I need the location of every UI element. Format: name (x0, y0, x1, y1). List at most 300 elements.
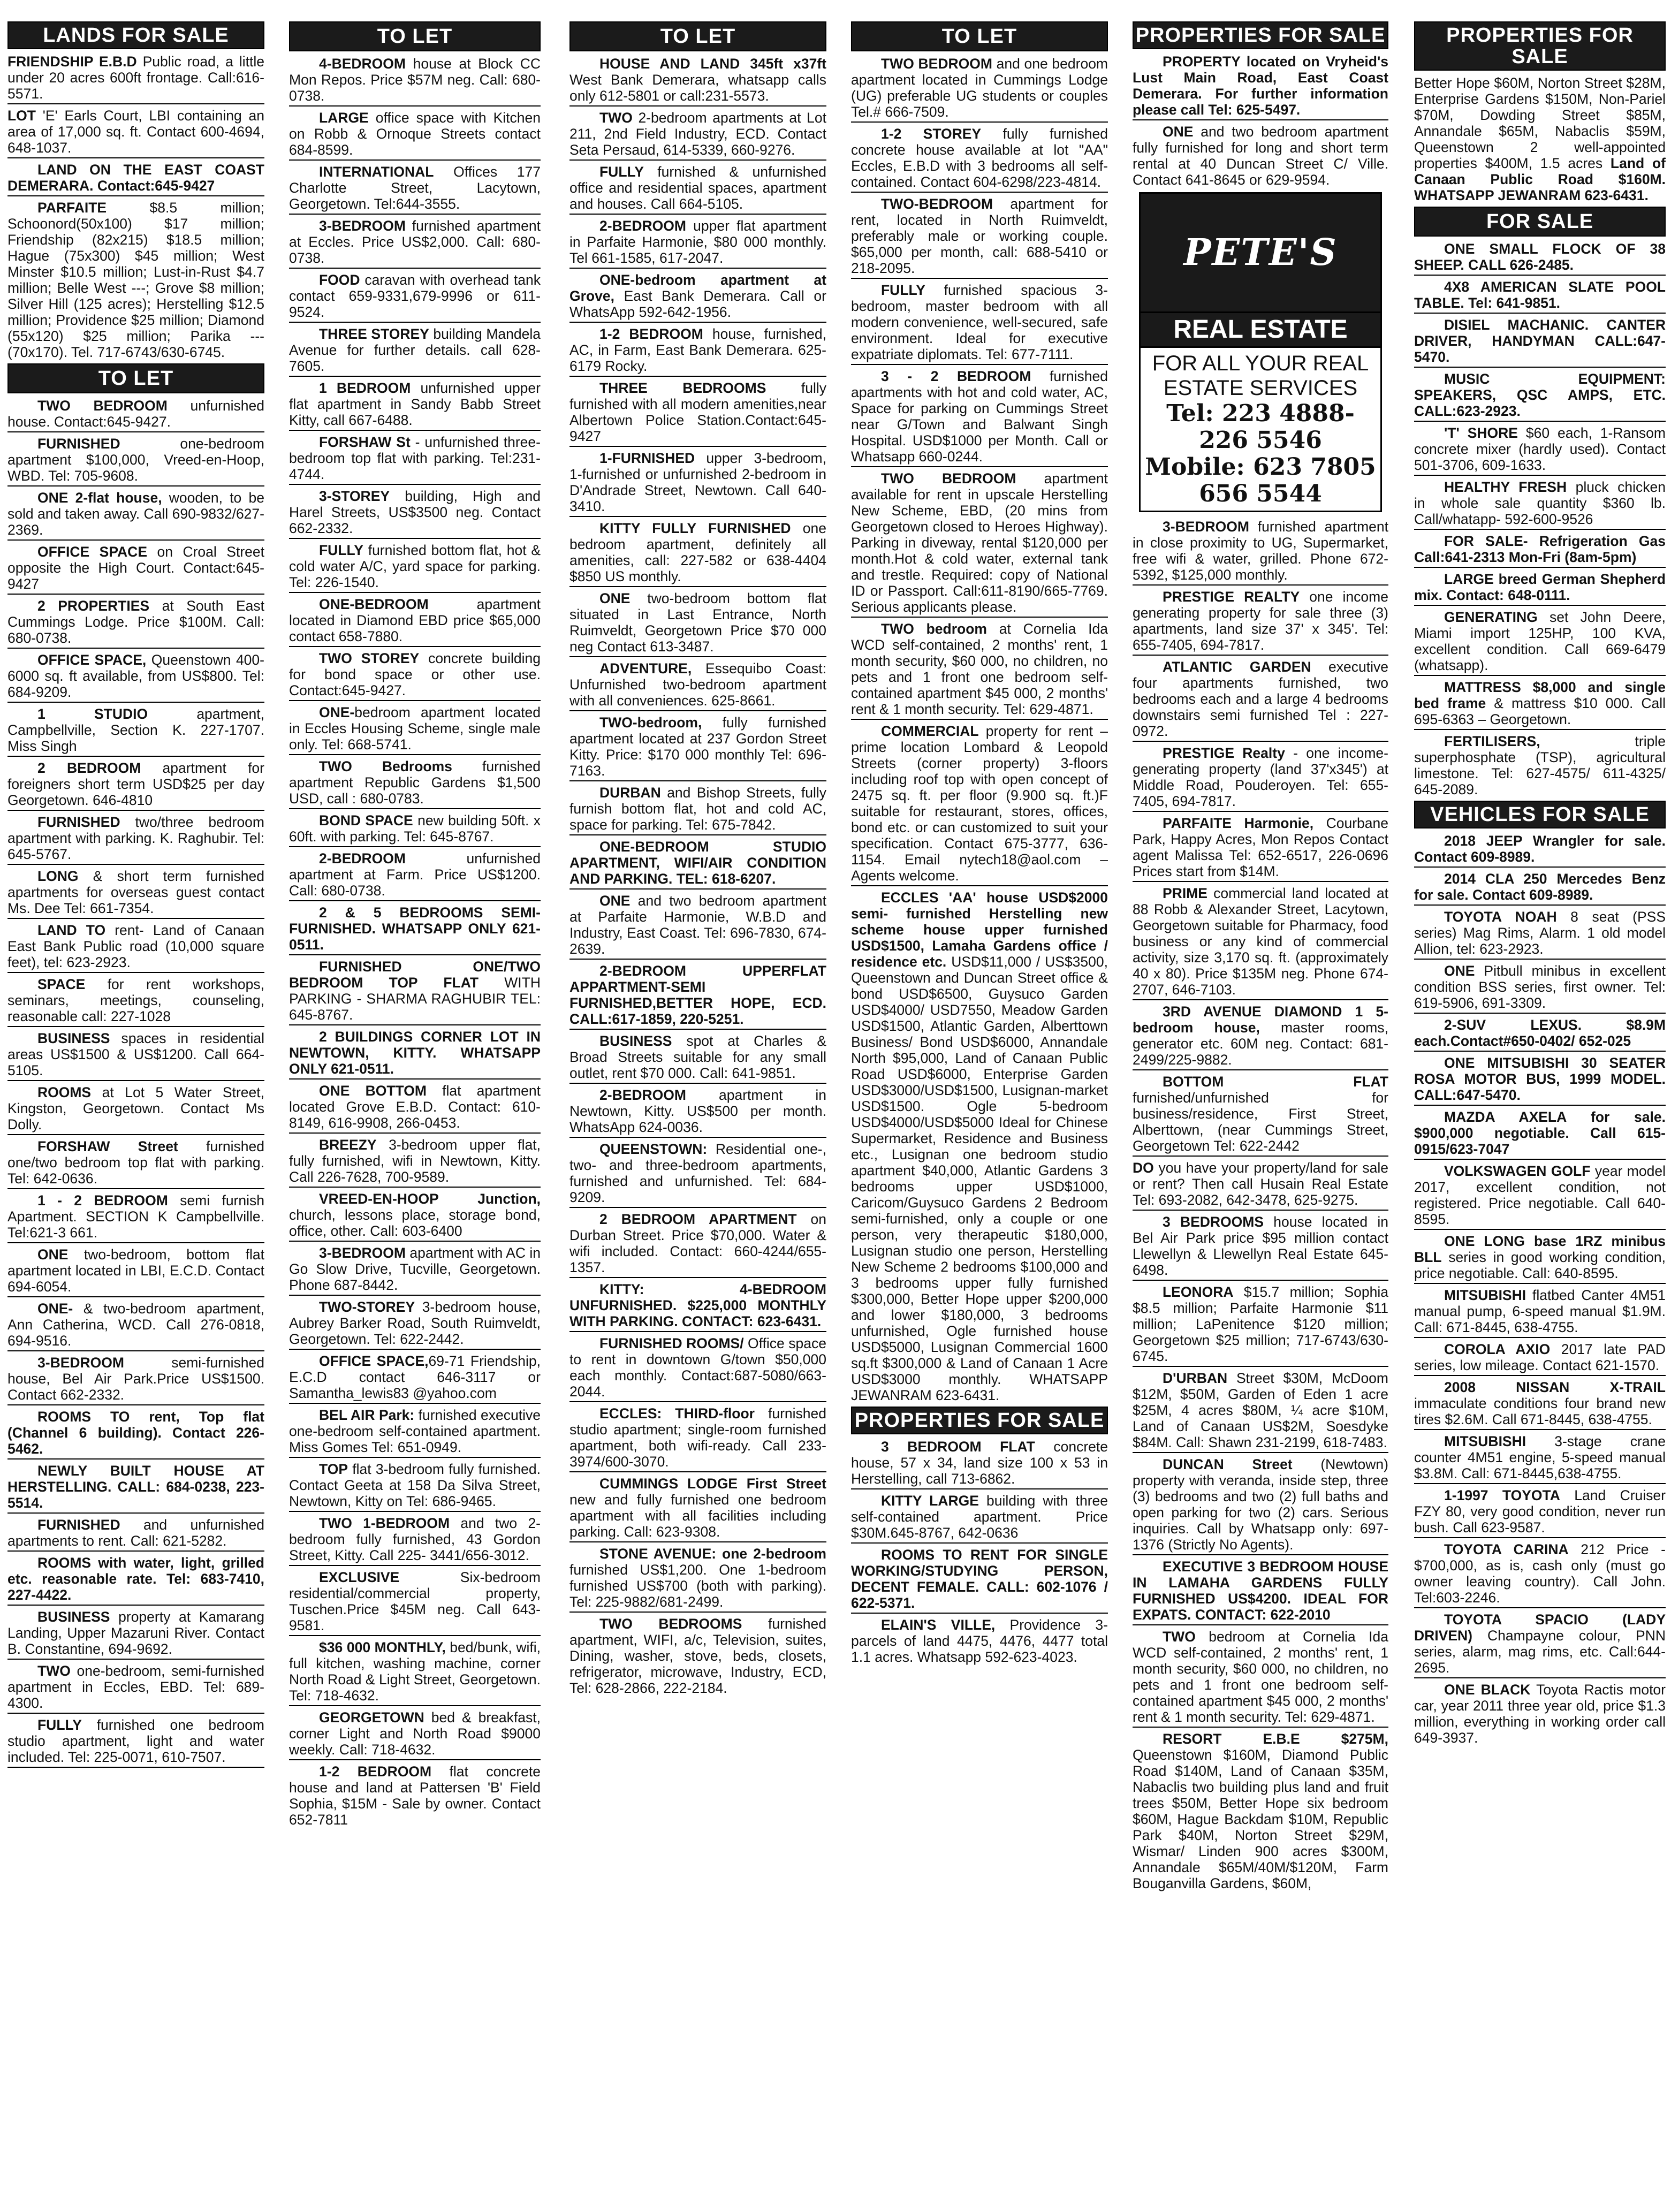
classified-ad (1414, 1433, 1666, 1484)
ad-lead: KITTY LARGE (881, 1493, 979, 1509)
classified-ad (1133, 1731, 1388, 1891)
ad-text: Providence 3-parcels of land 4475, 4476, 4477 total 1.1 acres. Whatsapp 592-623-4023. (851, 1617, 1108, 1665)
ad-lead: 1-2 BEDROOM (599, 326, 703, 342)
ad-lead: 1-2 STOREY (881, 126, 982, 142)
ad-lead: ONE-bedroom apartment at Grove, (569, 272, 826, 304)
ad-text: bed & breakfast, corner Light and North Road $9000 weekly. Call: 718-4632. (289, 1709, 541, 1758)
ad-lead: KITTY FULLY FURNISHED (599, 520, 791, 536)
classified-ad (1414, 1163, 1666, 1230)
ad-lead: GENERATING (1444, 609, 1538, 625)
section-heading: LANDS FOR SALE (7, 21, 264, 49)
classified-ad (569, 450, 826, 517)
ad-lead: CUMMINGS LODGE First Street (599, 1476, 826, 1492)
classified-ad (851, 126, 1108, 193)
ad-text: caravan with overhead tank contact 659-9331,679-9996 or 611-9524. (289, 272, 541, 320)
classified-ad (1133, 659, 1388, 742)
classified-ad (1414, 317, 1666, 368)
classified-ad (851, 621, 1108, 720)
ad-lead: FULLY (37, 1717, 82, 1733)
ad-lead: TWO (1163, 1629, 1196, 1645)
ad-text: two/three bedroom apartment with parking. K. Raghubir. Tel: 645-5767. (7, 814, 264, 862)
ad-text: series in good working condition, price negotiable. Call: 640-8595. (1414, 1249, 1666, 1281)
logo-name: PETE'S (1183, 231, 1338, 274)
petes-logo (1139, 192, 1382, 313)
ad-lead: FRIENDSHIP E.B.D (7, 54, 137, 70)
classified-ad (1414, 1017, 1666, 1052)
classified-ad (7, 1517, 264, 1552)
classified-ad (1414, 1287, 1666, 1338)
ad-lead: OFFICE SPACE, (319, 1353, 429, 1369)
ad-text: concrete house, 57 x 34, land size 100 x 53 in Herstelling, call 713-6862. (851, 1439, 1108, 1487)
classified-ad (1414, 1541, 1666, 1608)
classified-ad (7, 1663, 264, 1714)
classified-ad (289, 758, 541, 809)
ad-text: flat apartment located Grove E.B.D. Contact: 610-8149, 616-9908, 266-0453. (289, 1083, 541, 1131)
ad-text: building Mandela Avenue for further details. call 628-7605. (289, 326, 541, 374)
ad-text: master rooms, generator etc. 60M neg. Contact: 681-2499/225-9882. (1133, 1020, 1388, 1068)
ad-lead: ONE BLACK (1444, 1682, 1531, 1698)
ad-lead: TOYOTA NOAH (1444, 909, 1557, 925)
ad-text: house located in Bel Air Park price $95 million contact Llewellyn & Llewellyn Real Estate 645-6498. (1133, 1214, 1388, 1278)
ad-lead: 2 BEDROOM (37, 760, 141, 776)
classified-ad (1133, 1559, 1388, 1625)
classified-ad (569, 963, 826, 1030)
ad-lead: 1 - 2 BEDROOM (37, 1192, 168, 1208)
section-heading: FOR SALE (1414, 207, 1666, 237)
classified-ad (569, 660, 826, 711)
ad-text: - one income-generating property (land 37'x345') at Middle Road, Pouderoyen. Tel: 655-7405, 694-7817. (1133, 745, 1388, 809)
classified-ad (569, 839, 826, 890)
classified-ad (1414, 609, 1666, 676)
ad-text: apartment available for rent in upscale Herstelling New Scheme, EBD, (20 mins from Georgetown closed to Heroes Highway). Parking in diveway, rental $120,000 per month.Hot & cold water, external tank and trestle. Required: copy of National ID or Passport. Call:611-8190/665-7769. Serious applicants please. (851, 470, 1108, 615)
classified-ad (289, 812, 541, 847)
ad-text: bedroom at Cornelia Ida WCD self-contained, 2 months' rent, 1 month security, $60 000, no children, no pets and 1 front one bedroom self-contained apartment $45 000, 2 months' rent & 1 month security. Tel: 629-4871. (1133, 1629, 1388, 1725)
ad-text: on Croal Street opposite the High Court. Contact:645-9427 (7, 544, 264, 592)
ad-lead: ONE (599, 590, 631, 606)
classified-ad (569, 1281, 826, 1332)
ad-text: Six-bedroom residential/commercial property, Tuschen.Price $45M neg. Call 643-9581. (289, 1569, 541, 1633)
ad-text: 212 Price - $700,000, as is, cash only (must go owner leaving country). Call John. Tel:603-2246. (1414, 1541, 1666, 1606)
classified-ad (289, 218, 541, 269)
ad-lead: PRIME (1163, 885, 1207, 901)
ad-lead: LAND TO (37, 922, 106, 938)
ad-lead: ROOMS TO rent, Top flat (Channel 6 building). Contact 226-5462. (7, 1409, 264, 1457)
classified-ad (289, 1569, 541, 1636)
ad-lead: ATLANTIC GARDEN (1163, 659, 1311, 675)
classified-ad (289, 1763, 541, 1828)
column-2 (289, 21, 541, 2200)
ad-lead: PROPERTY located on Vryheid's Lust Main Road, East Coast Demerara. For further information please call Tel: 625-5497. (1133, 54, 1388, 118)
ad-lead: LOT (7, 108, 36, 124)
ad-text: apartment located in Diamond EBD price $65,000 contact 658-7880. (289, 596, 541, 644)
classified-ad (7, 1609, 264, 1660)
classified-ad (569, 380, 826, 447)
ad-lead: TWO (599, 110, 633, 126)
ad-lead: 2 BEDROOM APARTMENT (599, 1211, 797, 1227)
ad-lead: DISIEL MACHANIC. CANTER DRIVER, HANDYMAN CALL:647-5470. (1414, 317, 1666, 365)
ad-lead: TOYOTA CARINA (1444, 1541, 1569, 1557)
ad-text: house at Block CC Mon Repos. Price $57M neg. Call: 680-0738. (289, 56, 541, 104)
classified-ad (7, 814, 264, 865)
ad-lead: 2014 CLA 250 Mercedes Benz for sale. Contact 609-8989. (1414, 871, 1666, 903)
ad-lead: BUSINESS (599, 1033, 672, 1049)
classified-ad (1133, 589, 1388, 656)
ad-text: property at Kamarang Landing, Upper Mazaruni River. Contact B. Constantine, 694-9692. (7, 1609, 264, 1657)
classified-ad (1414, 279, 1666, 314)
ad-lead: 2 & 5 BEDROOMS SEMI-FURNISHED. WHATSAPP ONLY 621-0511. (289, 904, 541, 953)
ad-text: Better Hope $60M, Norton Street $28M, Enterprise Gardens $150M, Non-Pariel $70M, Dowding Street $85M, Annandale $65M, Nabaclis $59M, Queenstown 2 well-appointed properties $400M, 1.5 acres (1414, 75, 1666, 171)
section-heading: PROPERTIES FOR SALE (1133, 21, 1388, 49)
classified-ad (1414, 1612, 1666, 1678)
classified-ad (289, 272, 541, 323)
classified-ad (1414, 1379, 1666, 1430)
ad-text: Public road, a little under 20 acres 600ft frontage. Call:616-5571. (7, 54, 264, 102)
ad-text: furnished & unfurnished office and residential spaces, apartment and houses. Call 664-5105. (569, 164, 826, 212)
ad-lead: 3 - 2 BEDROOM (881, 368, 1031, 384)
ad-lead: MUSIC EQUIPMENT: SPEAKERS, QSC AMPS, ETC. CALL:623-2923. (1414, 371, 1666, 419)
ad-lead: LARGE breed German Shepherd mix. Contact: 648-0111. (1414, 571, 1666, 603)
classified-ad (851, 196, 1108, 279)
ad-text: year model 2017, excellent condition, not registered. Price negotiable. Call 640-8595. (1414, 1163, 1666, 1227)
ad-lead: 'T' SHORE (1444, 425, 1518, 441)
ad-text: rent- Land of Canaan East Bank Public road (10,000 square feet), tel: 623-2923. (7, 922, 264, 970)
ad-lead: ROOMS with water, light, grilled etc. reasonable rate. Tel: 683-7410, 227-4422. (7, 1555, 264, 1603)
classified-ad (1414, 1341, 1666, 1376)
classified-ad (569, 785, 826, 835)
classified-ad (569, 56, 826, 107)
column-4 (851, 21, 1108, 2200)
ad-lead: 3RD AVENUE DIAMOND 1 5-bedroom house, (1133, 1004, 1388, 1036)
ad-text: commercial land located at 88 Robb & Alexander Street, Lacytown, Georgetown suitable for Pharmacy, food business or any kind of commercial activity, size 3,170 sq. ft. (approximately 40 x 80). Price $135M neg. Phone 674-2707, 646-7103. (1133, 885, 1388, 998)
ad-lead: TWO-STOREY (319, 1299, 415, 1315)
classified-ad (1133, 1629, 1388, 1728)
ad-lead: THREE BEDROOMS (599, 380, 766, 396)
ad-lead: 1 STUDIO (37, 706, 148, 722)
ad-lead: FORSHAW Street (37, 1138, 178, 1154)
ad-lead: LEONORA (1163, 1284, 1234, 1300)
classified-ad (1133, 1160, 1388, 1211)
ad-text: at South East Cummings Lodge. Price $100M. Call: 680-0738. (7, 598, 264, 646)
classified-ad (289, 850, 541, 901)
classified-ad (1133, 1456, 1388, 1555)
ad-lead: 1-1997 TOYOTA (1444, 1487, 1560, 1503)
ad-lead: ONE- (319, 704, 355, 720)
ad-text: you have your property/land for sale or rent? Then call Husain Real Estate Tel: 693-2082, 642-3478, 625-9275. (1133, 1160, 1388, 1208)
classified-ad (289, 1083, 541, 1134)
ad-text: immaculate conditions four brand new tires $2.6M. Call 671-8445, 638-4755. (1414, 1395, 1666, 1427)
classified-ad (569, 272, 826, 323)
ad-text: and Bishop Streets, fully furnish bottom flat, hot and cold AC, space for parking. Tel: 675-7842. (569, 785, 826, 833)
ad-lead: ONE (599, 893, 631, 909)
ad-text: furnished US$1,200. One 1-bedroom furnished US$700 (both with parking). Tel: 225-9882/681-2499. (569, 1562, 826, 1610)
classified-ad (7, 1463, 264, 1514)
classified-ad (851, 1617, 1108, 1665)
classified-ad (1414, 871, 1666, 906)
ad-lead: BUSINESS (37, 1030, 110, 1046)
ad-text: furnished one bedroom studio apartment, light and water included. Tel: 225-0071, 610-7507. (7, 1717, 264, 1765)
ad-text: $60 each, 1-Ransom concrete mixer (hardly used). Contact 501-3706, 609-1633. (1414, 425, 1666, 473)
classified-ad (1133, 1074, 1388, 1157)
ad-text: 3-bedroom upper flat, fully furnished, wifi in Newtown, Kitty. Call 226-7628, 700-9589. (289, 1137, 541, 1185)
ad-lead: THREE STOREY (319, 326, 429, 342)
ad-text: building, High and Harel Streets, US$3500 neg. Contact 662-2332. (289, 488, 541, 536)
classified-ad (7, 436, 264, 487)
ad-lead: ONE 2-flat house, (37, 490, 162, 506)
ad-text: 8 seat (PSS series) Mag Rims, Alarm. 1 old model Allion, tel: 623-2923. (1414, 909, 1666, 957)
classified-ad (1414, 241, 1666, 276)
section-heading: PROPERTIES FOR SALE (1414, 21, 1666, 71)
ad-lead: PARFAITE (37, 200, 107, 216)
ad-text: USD$11,000 / US$3500, Queenstown and Duncan Street office & bond USD$6500, Guysuco Garden USD$4000/ USD7550, Meadow Garden USD$1500, Atlantic Garden, Alberttown Business/ Bond USD$6000, Annandale North $95,000, Land of Canaan Public Road USD$6000, Enterprise Garden USD$3000/USD$1500, Lusignan-market USD$1500. Ogle 5-bedroom USD$4000/USD$5000 Ideal for Chinese Supermarket, Residence and Business etc., Lusignan one bedroom studio apartment $40,000, Atlantic Gardens 3 bedrooms upper USD$1000, Caricom/Guysuco Gardens 2 Bedroom semi-furnished, only a couple or one person, very therapeutic $180,000, Lusignan studio one person, Herstelling New Scheme 2 bedrooms $100,000 and 3 bedrooms upper fully furnished $300,000, Better Hope upper $200,000 and lower $180,000, 3 bedrooms unfurnished, Ogle furnished house USD$5000, Lusignan Commercial 1600 sq.ft $300,000 & Land of Canaan 1 Acre USD$3000 monthly. WHATSAPP JEWANRAM 623-6431. (851, 954, 1108, 1403)
ad-lead: VOLKSWAGEN GOLF (1444, 1163, 1591, 1179)
column-3 (569, 21, 826, 2200)
ad-lead: FORSHAW St (319, 434, 411, 450)
classified-ad (7, 868, 264, 919)
ad-lead: D'URBAN (1163, 1370, 1228, 1386)
classified-ad (569, 1546, 826, 1613)
ad-text: 2017 late PAD series, low mileage. Contact 621-1570. (1414, 1341, 1666, 1373)
ad-lead: SPACE (37, 976, 86, 992)
ad-text: semi-furnished house, Bel Air Park.Price US$1500. Contact 662-2332. (7, 1355, 264, 1403)
ad-text: Queenstown 400-6000 sq. ft available, from US$800. Tel: 684-9209. (7, 652, 264, 700)
ad-text: house, furnished, AC, in Farm, East Bank Demerara. 625-6179 Rocky. (569, 326, 826, 374)
ad-lead: BOTTOM FLAT (1163, 1074, 1388, 1090)
ad-text: Residential one-, two- and three-bedroom apartments, furnished and unfurnished. Tel: 684-9209. (569, 1141, 826, 1205)
classified-ad (569, 1033, 826, 1084)
ad-lead: Land of Canaan Public Road $160M. WHATSAPP JEWANRAM 623-6431. (1414, 155, 1666, 203)
ad-lead: MATTRESS $8,000 and single bed frame (1414, 679, 1666, 711)
ad-text: one income generating property for sale three (3) apartments, land size 37' x 345'. Tel: 655-7405, 694-7817. (1133, 589, 1388, 653)
ad-text: Toyota Ractis motor car, year 2011 three year old, price $1.3 million, everything in working order call 649-3937. (1414, 1682, 1666, 1746)
ad-text: two-bedroom, bottom flat apartment located in LBI, E.C.D. Contact 694-6054. (7, 1246, 264, 1295)
classified-ad (7, 1717, 264, 1768)
ad-text: bedroom apartment located in Eccles Housing Scheme, single male only. Tel: 668-5741. (289, 704, 541, 752)
ad-text: fully furnished with all modern amenities,near Albertown Police Station.Contact:645-9427 (569, 380, 826, 444)
ad-text: unfurnished house. Contact:645-9427. (7, 398, 264, 430)
ad-lead: MAZDA AXELA for sale. $900,000 negotiable. Call 615-0915/623-7047 (1414, 1109, 1666, 1157)
ad-lead: TWO STOREY (319, 650, 420, 666)
ad-lead: PARFAITE Harmonie, (1163, 815, 1314, 831)
ad-lead: 3-STOREY (319, 488, 390, 504)
ad-lead: 1 BEDROOM (319, 380, 411, 396)
classified-ad (7, 1301, 264, 1351)
ad-text: Essequibo Coast: Unfurnished two-bedroom apartment with all conveniences. 625-8661. (569, 660, 826, 709)
ad-text: spot at Charles & Broad Streets suitable for any small outlet, rent $70 000. Call: 641-9851. (569, 1033, 826, 1081)
ad-lead: ONE (37, 1246, 69, 1263)
ad-text: furnished spacious 3-bedroom, master bedroom with all modern convenience, well-secured, safe environment. Ideal for executive expatriate diplomats. Tel: 677-7111. (851, 282, 1108, 362)
classified-ad (7, 1084, 264, 1135)
ad-text: - unfurnished three-bedroom top flat with parking. Tel:231-4744. (289, 434, 541, 482)
section-heading: PROPERTIES FOR SALE (851, 1407, 1108, 1434)
ad-lead: FULLY (881, 282, 925, 298)
classified-ad (289, 650, 541, 701)
column-6 (1414, 21, 1666, 2200)
classified-ad (569, 110, 826, 161)
logo-line1: FOR ALL YOUR REAL (1152, 352, 1369, 375)
ad-lead: QUEENSTOWN: (599, 1141, 708, 1157)
ad-lead: 2 BUILDINGS CORNER LOT IN NEWTOWN, KITTY. WHATSAPP ONLY 621-0511. (289, 1029, 541, 1077)
classified-ad (569, 893, 826, 960)
ad-text: semi furnish Apartment. SECTION K Campbellville. Tel:621-3 661. (7, 1192, 264, 1241)
ad-lead: ONE BOTTOM (319, 1083, 427, 1099)
ad-lead: 4X8 AMERICAN SLATE POOL TABLE. Tel: 641-9851. (1414, 279, 1666, 311)
ad-text: property for rent – prime location Lombard & Leopold Streets (corner property) 3-floors including roof top with open concept of 2475 sq. ft. per floor (9.900 sq. ft.)F suitable for restaurant, stores, offices, bond etc. or can customized to suit your specification. Contact 675-3777, 636-1154. Email nytech18@aol.com – Agents welcome. (851, 723, 1108, 884)
classified-ad (569, 218, 826, 269)
ad-text: furnished apartment in close proximity to UG, Supermarket, free wifi & water, grilled. Phone 672-5392, $125,000 monthly. (1133, 519, 1388, 583)
classified-ad (289, 1639, 541, 1706)
ad-lead: 3 BEDROOM FLAT (881, 1439, 1035, 1455)
ad-lead: TOP (319, 1461, 348, 1477)
classified-ad (7, 652, 264, 703)
logo-mob1: Mobile: 623 7805 (1145, 453, 1376, 481)
ad-lead: FURNISHED (37, 436, 120, 452)
ad-text: 69-71 Friendship, E.C.D contact 646-3117 or Samantha_lewis83 @yahoo.com (289, 1353, 541, 1401)
ad-lead: FURNISHED ROOMS/ (599, 1335, 744, 1351)
ad-lead: ECCLES 'AA' house USD$2000 semi- furnished Herstelling new scheme house upper furnished USD$1500, Lamaha Gardens office / residence etc. (851, 890, 1108, 970)
ad-text: set John Deere, Miami import 125HP, 100 KVA, excellent condition. Call 669-6479 (whatsapp). (1414, 609, 1666, 673)
logo-subtitle: REAL ESTATE (1139, 313, 1382, 348)
classified-ad (1414, 371, 1666, 422)
classified-ad (1414, 425, 1666, 476)
ad-text: unfurnished apartment at Farm. Price US$1200. Call: 680-0738. (289, 850, 541, 899)
ad-lead: LARGE (319, 110, 369, 126)
ad-text: apartment in Newtown, Kitty. US$500 per month. WhatsApp 624-0036. (569, 1087, 826, 1135)
classified-ad (1414, 571, 1666, 606)
ad-lead: HOUSE AND LAND 345ft x37ft (599, 56, 826, 72)
ad-text: spaces in residential areas US$1500 & US$1200. Call 664-5105. (7, 1030, 264, 1078)
ad-text: and one bedroom apartment located in Cummings Lodge (UG) preferable UG students or couples Tel.# 666-7509. (851, 56, 1108, 120)
ad-text: at Cornelia Ida WCD self-contained, 2 months' rent, 1 month security, $60 000, no children, no pets and 1 front one bedroom self-contained apartment $45 000, 2 months' rent & 1 month security. Tel: 629-4871. (851, 621, 1108, 717)
classified-ad (569, 590, 826, 657)
ad-text: and two bedroom apartment at Parfaite Harmonie, W.B.D and Industry, East Coast. Tel: 696-7830, 674-2639. (569, 893, 826, 957)
ad-lead: ADVENTURE, (599, 660, 692, 676)
classified-ad (1414, 963, 1666, 1014)
ad-lead: OFFICE SPACE (37, 544, 147, 560)
classified-ad (1414, 1055, 1666, 1106)
ad-lead: 2-BEDROOM UPPERFLAT APPARTMENT-SEMI FURNISHED,BETTER HOPE, ECD. CALL:617-1859, 220-5251. (569, 963, 826, 1027)
classified-ad (7, 54, 264, 104)
ad-text: furnished one/two bedroom top flat with parking. Tel: 642-0636. (7, 1138, 264, 1187)
classified-ad (1414, 833, 1666, 868)
ad-text: & mattress $10 000. Call 695-6363 – Georgetown. (1414, 695, 1666, 727)
ad-text: fully furnished concrete house available at lot "AA" Eccles, E.B.D with 3 bedrooms all self-contained. Contact 604-6298/223-4814. (851, 126, 1108, 190)
ad-text: Offices 177 Charlotte Street, Lacytown, Georgetown. Tel:644-3555. (289, 164, 541, 212)
ad-lead: ONE (1444, 963, 1475, 979)
ad-text: concrete building for bond space or other use. Contact:645-9427. (289, 650, 541, 698)
classified-ad (1133, 1004, 1388, 1070)
ad-lead: ONE- (37, 1301, 73, 1317)
ad-lead: ECCLES: THIRD-floor (599, 1405, 755, 1422)
classified-ad (289, 488, 541, 539)
classified-ad (7, 760, 264, 811)
ad-lead: FURNISHED (37, 1517, 120, 1533)
ad-text: 'E' Earls Court, LBI containing an area of 17,000 sq. ft. Contact 600-4694, 648-1037. (7, 108, 264, 156)
ad-lead: PRESTIGE REALTY (1163, 589, 1300, 605)
classified-ad (7, 398, 264, 432)
ad-text: WITH PARKING - SHARMA RAGHUBIR TEL: 645-8767. (289, 975, 541, 1023)
classified-ad (1414, 1487, 1666, 1538)
ad-lead: TWO-BEDROOM (881, 196, 993, 212)
ad-lead: STONE AVENUE: one 2-bedroom (599, 1546, 826, 1562)
ad-text: $8.5 million; Schoonord(50x100) $17 million; Friendship (82x215) $18.5 million; Hague (75x300) $45 million; West Minster $10.5 million; Lust-in-Rust $4.7 million; Belle West ---; Grove $8 million; Silver Hill (125 acres); Herstelling $12.5 million; Providence $25 million; Diamond (55x120) $25 million; Parika --- (70x170). Tel. 717-6743/630-6745. (7, 200, 264, 360)
classified-ad (851, 1547, 1108, 1614)
ad-text: furnished executive one-bedroom self-contained apartment. Miss Gomes Tel: 651-0949. (289, 1407, 541, 1455)
classified-ad (1414, 679, 1666, 730)
ad-text: for rent workshops, seminars, meetings, counseling, reasonable call: 227-1028 (7, 976, 264, 1024)
ad-lead: TWO BEDROOM (37, 398, 168, 414)
ad-lead: DUNCAN Street (1163, 1456, 1293, 1472)
ad-lead: 3-BEDROOM (319, 1245, 406, 1261)
classified-ad (569, 1405, 826, 1472)
classified-ad (7, 1355, 264, 1405)
ad-text: pluck chicken in whole sale quantity $360 lb. Call/whatapp- 592-600-9526 (1414, 479, 1666, 527)
ad-text: new building 50ft. x 60ft. with parking. Tel: 645-8767. (289, 812, 541, 845)
classified-ad (289, 1299, 541, 1350)
ad-lead: TWO BEDROOMS (599, 1616, 742, 1632)
classified-ad (289, 1515, 541, 1566)
ad-text: and two 2-bedroom fully furnished, 43 Gordon Street, Kitty. Call 225- 3441/656-3012. (289, 1515, 541, 1563)
ad-lead: 3-BEDROOM (319, 218, 406, 234)
classified-ad (289, 704, 541, 755)
ad-lead: TWO (37, 1663, 71, 1679)
ad-lead: EXCLUSIVE (319, 1569, 400, 1585)
ad-text: new and fully furnished one bedroom apartment with all facilities including parking. Call: 623-9308. (569, 1492, 826, 1540)
ad-text: office space with Kitchen on Robb & Ornoque Streets contact 684-8599. (289, 110, 541, 158)
ad-text: at Lot 5 Water Street, Kingston, Georgetown. Contact Ms Dolly. (7, 1084, 264, 1132)
classified-ad (851, 890, 1108, 1403)
ad-lead: ROOMS TO RENT FOR SINGLE WORKING/STUDYING PERSON, DECENT FEMALE. CALL: 602-1076 / 622-5371. (851, 1547, 1108, 1611)
classified-ad (1414, 1682, 1666, 1746)
classified-ad (289, 1245, 541, 1296)
classified-ad (289, 1029, 541, 1080)
ad-text: 3-bedroom house, Aubrey Barker Road, South Ruimveldt, Georgetown. Tel: 622-2442. (289, 1299, 541, 1347)
section-heading: TO LET (7, 363, 264, 393)
section-heading: VEHICLES FOR SALE (1414, 801, 1666, 828)
classified-ad (1133, 54, 1388, 120)
ad-lead: ONE SMALL FLOCK OF 38 SHEEP. CALL 626-2485. (1414, 241, 1666, 273)
section-heading: TO LET (569, 21, 826, 51)
classified-ad (289, 380, 541, 431)
ad-lead: MITSUBISHI (1444, 1433, 1526, 1449)
ad-text: furnished studio apartment; single-room furnished apartment, both wifi-ready. Call 233-3974/600-3070. (569, 1405, 826, 1470)
logo-tel2: 226 5546 (1199, 427, 1322, 454)
classified-ad (1133, 124, 1388, 188)
ad-lead: ONE LONG base 1RZ minibus BLL (1414, 1233, 1666, 1265)
ad-lead: ONE MITSUBISHI 30 SEATER ROSA MOTOR BUS, 1999 MODEL. CALL:647-5470. (1414, 1055, 1666, 1103)
ad-lead: ONE-BEDROOM (319, 596, 429, 612)
ad-text: furnished/unfurnished for business/residence, First Street, Alberttown, (near Cummings Street, Georgetown Tel: 622-2442 (1133, 1090, 1388, 1154)
ad-lead: PRESTIGE Realty (1163, 745, 1285, 761)
classified-ad (7, 706, 264, 757)
ad-lead: BREEZY (319, 1137, 377, 1153)
ad-lead: 4-BEDROOM (319, 56, 406, 72)
ad-lead: 1-2 BEDROOM (319, 1763, 432, 1780)
ad-text: unfurnished upper flat apartment in Sandy Babb Street Kitty, call 667-6488. (289, 380, 541, 428)
classified-ad (7, 1138, 264, 1189)
ad-text: flat concrete house and land at Pattersen 'B' Field Sophia, $15M - Sale by owner. Contact 652-7811 (289, 1763, 541, 1828)
ad-text: Street $30M, McDoom $12M, $50M, Garden of Eden 1 acre $25M, 4 acres $80M, ¼ acre $10M, Land of Canaan US$2M, Soesdyke $84M. Call: Shawn 231-2199, 618-7483. (1133, 1370, 1388, 1450)
classified-ad (7, 108, 264, 158)
ad-lead: VREED-EN-HOOP Junction, (319, 1191, 541, 1207)
classified-ad (289, 164, 541, 215)
ad-lead: 3-BEDROOM (37, 1355, 124, 1371)
classified-ad (569, 520, 826, 587)
ad-lead: LAND ON THE EAST COAST DEMERARA. Contact:645-9427 (7, 162, 264, 194)
classified-ad (289, 1709, 541, 1760)
ad-lead: 1-FURNISHED (599, 450, 695, 466)
classified-ad (1133, 815, 1388, 882)
ad-lead: FOR SALE- Refrigeration Gas Call:641-2313 Mon-Fri (8am-5pm) (1414, 533, 1666, 565)
